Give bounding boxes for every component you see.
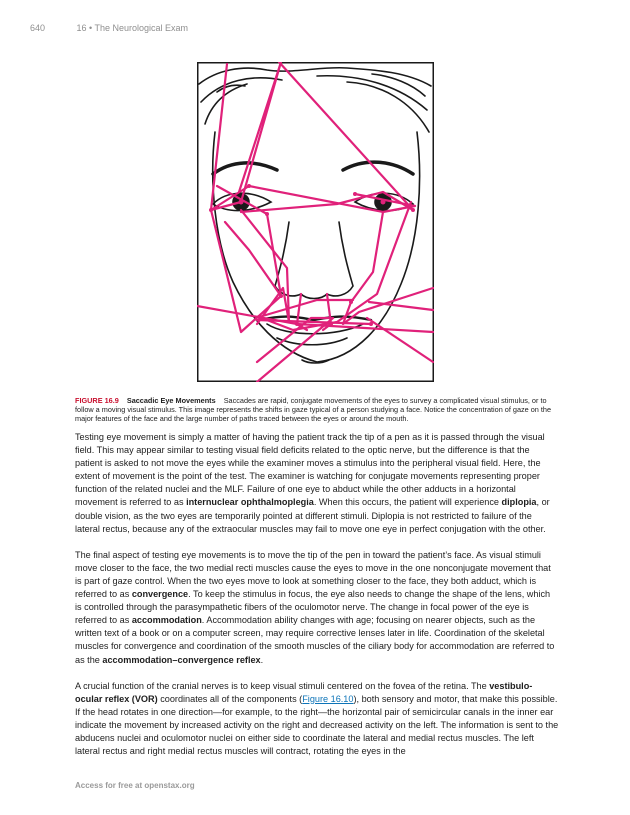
p2-text-2: . To keep the stimulus in focus, the eye also needs to change the shape of the lens, which is controlled through the parasympathetic fibers of the oculomotor nerve. The change in focal power of the eye is referred to as	[75, 589, 551, 626]
p2-text-3: . Accommodation ability changes with age; focusing on nearer objects, such as the written text of a book or on a computer screen, may require corrective lenses later in life. Coordination of the skeletal muscles for convergence and coordination of the smooth muscles of the ciliary body for accommodation are referred to as the	[75, 615, 555, 665]
p3-text-2: coordinates all of the components (	[157, 693, 303, 704]
paragraph-eye-movement	[75, 431, 559, 536]
figure-16-10-link[interactable]: Figure 16.10	[302, 693, 354, 704]
p3-text-3: ), both sensory and motor, that make this possible. If the head rotates in one direction—for example, to the right—the horizontal pair of semicircular canals in the inner ear indicate the movement by increased activity on the right and decreased activity on the left. The information is sent to the abducens nuclei and oculomotor nuclei on either side to coordinate the lateral and medial rectus muscles. The left lateral rectus and right medial rectus muscles will contract, rotating the eyes in the	[75, 693, 559, 757]
page-header	[30, 23, 188, 33]
paragraph-convergence	[75, 549, 559, 667]
term-convergence: convergence	[131, 589, 189, 600]
body-text	[75, 431, 559, 771]
term-accommodation-convergence-reflex: accommodation–convergence reflex	[102, 654, 261, 665]
p3-text-1: A crucial function of the cranial nerves is to keep visual stimuli centered on the fovea of the retina. The	[75, 680, 490, 691]
figure-caption-text: Saccades are rapid, conjugate movements of the eyes to survey a complicated visual stimulus, or to follow a moving visual stimulus. This image represents the shifts in gaze typical of a person studying a face. Notice the concentration of gaze on the major features of the face and the large number of paths traced between the eyes or around the mouth.	[75, 396, 552, 424]
p1-text-1: Testing eye movement is simply a matter of having the patient track the tip of a pen as it is passed through the visual field. This may appear similar to testing visual field deficits related to the optic nerve, but the difference is that the patient is asked to not move the eyes while the examiner moves a stimulus into the peripheral visual field. Here, the extent of movement is the point of the test. The examiner is watching for conjugate movements representing proper function of the related nuclei and the MLF. Failure of one eye to abduct while the other adducts in a horizontal movement is referred to as	[75, 432, 545, 508]
figure-title: Saccadic Eye Movements	[126, 396, 216, 405]
chapter-title: 16 • The Neurological Exam	[76, 23, 189, 33]
term-internuclear-ophthalmoplegia: internuclear ophthalmoplegia	[186, 497, 314, 508]
p1-text-2: . When this occurs, the patient will experience	[313, 497, 502, 508]
p2-text-1: The final aspect of testing eye movements is to move the tip of the pen in toward the patient’s face. As visual stimuli move closer to the face, the two medial recti muscles cause the eyes to move in the one nonconjugate movement that is part of gaze control. When the two eyes move to look at something closer to the face, they both adduct, which is referred to as	[75, 549, 551, 600]
figure-label: FIGURE 16.9	[75, 396, 119, 405]
face-illustration	[197, 62, 434, 382]
saccade-figure	[197, 62, 434, 382]
term-accommodation: accommodation	[131, 615, 202, 626]
term-vestibulo-ocular-reflex: vestibulo-ocular reflex (VOR)	[75, 680, 533, 704]
term-diplopia: diplopia	[501, 497, 537, 508]
p1-text-3: , or double vision, as the two eyes are temporarily pointed at different stimuli. Diplopia is not restricted to failure of the lateral rectus, because any of the extraocular muscles may fail to move one eye in perfect conjugation with the other.	[75, 497, 550, 534]
p2-text-4: .	[260, 654, 264, 665]
page-number: 640	[30, 23, 46, 33]
figure-caption	[75, 396, 559, 424]
paragraph-vor	[75, 680, 559, 759]
page-footer: Access for free at openstax.org	[75, 781, 195, 790]
